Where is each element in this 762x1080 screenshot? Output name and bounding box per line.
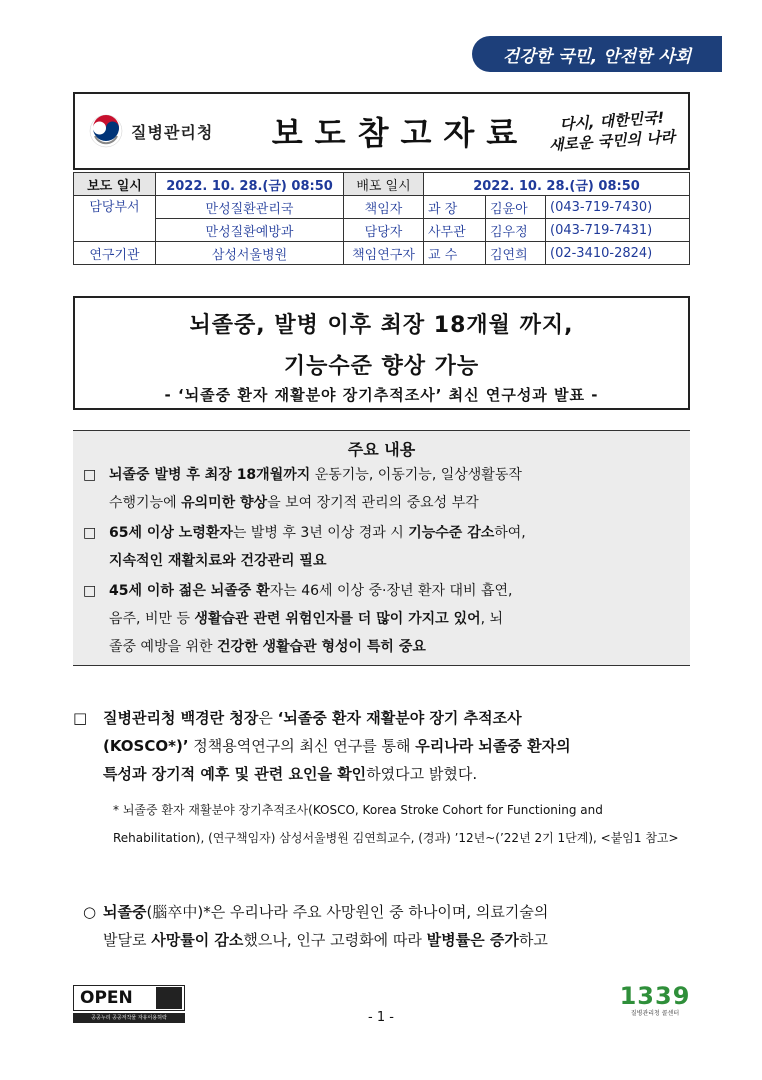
text-run: 수행기능에 <box>109 495 182 511</box>
page-number: - 1 - <box>368 1010 394 1025</box>
checkbox-icon: □ <box>73 709 88 727</box>
title-box <box>73 296 690 410</box>
text-run: 건강한 생활습관 형성이 특히 중요 <box>217 639 426 655</box>
checkbox-icon: □ <box>83 525 97 541</box>
slogan-line2: 새로운 국민의 나라 <box>548 127 676 155</box>
circle-bullet-icon: ○ <box>83 903 97 921</box>
text-run: 유의미한 향상 <box>181 495 268 511</box>
text-run: ‘뇌졸중 환자 재활분야 장기 추적조사 <box>277 709 522 727</box>
text-run: 을 보여 장기적 관리의 중요성 부각 <box>267 495 479 511</box>
text-run: 발병률은 증가 <box>426 931 519 949</box>
checkbox-icon: □ <box>83 467 97 483</box>
hotline-logo <box>610 982 700 1028</box>
table-row <box>74 242 690 265</box>
research-org: 삼성서울병원 <box>156 242 344 265</box>
table-row <box>74 196 690 219</box>
contact-name: 김우정 <box>486 219 546 242</box>
doc-type-title: 보도참고자료 <box>271 114 530 152</box>
open-sub: 공공누리 공공저작물 자유이용허락 <box>73 1013 185 1023</box>
dist-date: 2022. 10. 28.(금) 08:50 <box>424 173 690 196</box>
summary-box <box>73 430 690 666</box>
text-run: 자는 46세 이상 중·장년 환자 대비 흡연, <box>269 583 513 599</box>
text-run: 는 발병 후 3년 이상 경과 시 <box>232 525 409 541</box>
agency-logo <box>89 114 259 148</box>
slogan-banner-text: 건강한 국민, 안전한 사회 <box>502 46 692 67</box>
resp-name: 김윤아 <box>486 196 546 219</box>
summary-bullet-2 <box>83 519 683 575</box>
research-lead-title: 교 수 <box>424 242 486 265</box>
resp-phone: (043-719-7430) <box>546 196 690 219</box>
text-run: 45세 이하 젊은 뇌졸중 환 <box>109 583 270 599</box>
resp-title: 과 장 <box>424 196 486 219</box>
dept1: 만성질환관리국 <box>156 196 344 219</box>
text-run: 사망률이 감소 <box>151 931 244 949</box>
contact-phone: (043-719-7431) <box>546 219 690 242</box>
header-box <box>73 92 690 170</box>
text-run: 우리나라 뇌졸중 환자의 <box>415 737 571 755</box>
body-paragraph-1 <box>73 704 690 788</box>
text-run: 특성과 장기적 예후 및 관련 요인을 확인 <box>103 765 367 783</box>
text-run: 뇌졸중 발병 후 최장 18개월까지 <box>109 467 311 483</box>
dept2: 만성질환예방과 <box>156 219 344 242</box>
subtitle: - ‘뇌졸중 환자 재활분야 장기추적조사’ 최신 연구성과 발표 - <box>164 386 599 404</box>
contact-title: 사무관 <box>424 219 486 242</box>
text-run: , 뇌 <box>480 611 504 627</box>
contact-label: 담당자 <box>344 219 424 242</box>
resp-label: 책임자 <box>344 196 424 219</box>
agency-name: 질병관리청 <box>131 122 214 142</box>
text-run: (KOSCO*)’ <box>103 737 189 755</box>
text-run: 했으나, 인구 고령화에 따라 <box>243 931 427 949</box>
summary-heading: 주요 내용 <box>347 440 416 459</box>
dist-date-label: 배포 일시 <box>344 173 424 196</box>
text-run: 기능수준 감소 <box>408 525 495 541</box>
text-run: 생활습관 관련 위험인자를 더 많이 가지고 있어 <box>194 611 481 627</box>
hotline-number-text: 1339 <box>619 982 691 1010</box>
info-table <box>73 172 690 265</box>
dept-label: 담당부서 <box>74 196 156 242</box>
title-line1: 뇌졸중, 발병 이후 최장 18개월 까지, <box>189 313 574 338</box>
text-run: 운동기능, 이동기능, 일상생활동작 <box>310 467 522 483</box>
research-lead-label: 책임연구자 <box>344 242 424 265</box>
report-date-label: 보도 일시 <box>74 173 156 196</box>
research-lead-phone: (02-3410-2824) <box>546 242 690 265</box>
text-run: 65세 이상 노령환자 <box>109 525 233 541</box>
research-lead-name: 김연희 <box>486 242 546 265</box>
checkbox-icon: □ <box>83 583 97 599</box>
open-label: OPEN <box>80 988 133 1008</box>
text-run: 정책용역연구의 최신 연구를 통해 <box>188 737 416 755</box>
text-run: 하여, <box>494 525 526 541</box>
text-run: 뇌졸중 <box>103 903 147 921</box>
text-run: 지속적인 재활치료와 건강관리 필요 <box>109 553 327 569</box>
hotline-sub: 질병관리청 콜센터 <box>630 1010 680 1017</box>
taegeuk-emblem-icon <box>89 114 123 148</box>
license-type-icon <box>156 987 182 1009</box>
text-run: 발달로 <box>103 931 152 949</box>
text-run: 음주, 비만 등 <box>109 611 195 627</box>
table-row <box>74 173 690 196</box>
table-row <box>74 219 690 242</box>
slogan <box>542 108 682 155</box>
footnote: * 뇌졸중 환자 재활분야 장기추적조사(KOSCO, Korea Stroke Cohort for Functioning and Rehabilitation), (연구책임자) 삼성서울병원 김연희교수, (경과) ’12년~(’22년 2기 1단계), <붙임1 참고> <box>113 803 679 845</box>
text-run: 졸중 예방을 위한 <box>109 639 218 655</box>
report-date: 2022. 10. 28.(금) 08:50 <box>156 173 344 196</box>
summary-bullet-3 <box>83 577 683 661</box>
summary-bullet-1 <box>83 461 683 517</box>
text-run: (腦卒中)*은 우리나라 주요 사망원인 중 하나이며, 의료기술의 <box>146 903 549 921</box>
text-run: 하고 <box>518 931 548 949</box>
body-paragraph-2 <box>73 898 690 954</box>
text-run: 은 <box>258 709 278 727</box>
hotline-number <box>610 982 700 1010</box>
slogan-line1: 다시, 대한민국! <box>559 108 665 134</box>
title-line2: 기능수준 향상 가능 <box>283 354 480 379</box>
research-label: 연구기관 <box>74 242 156 265</box>
slogan-banner <box>472 36 722 72</box>
text-run: 질병관리청 백경란 청장 <box>103 709 259 727</box>
text-run: 하였다고 밝혔다. <box>366 765 478 783</box>
